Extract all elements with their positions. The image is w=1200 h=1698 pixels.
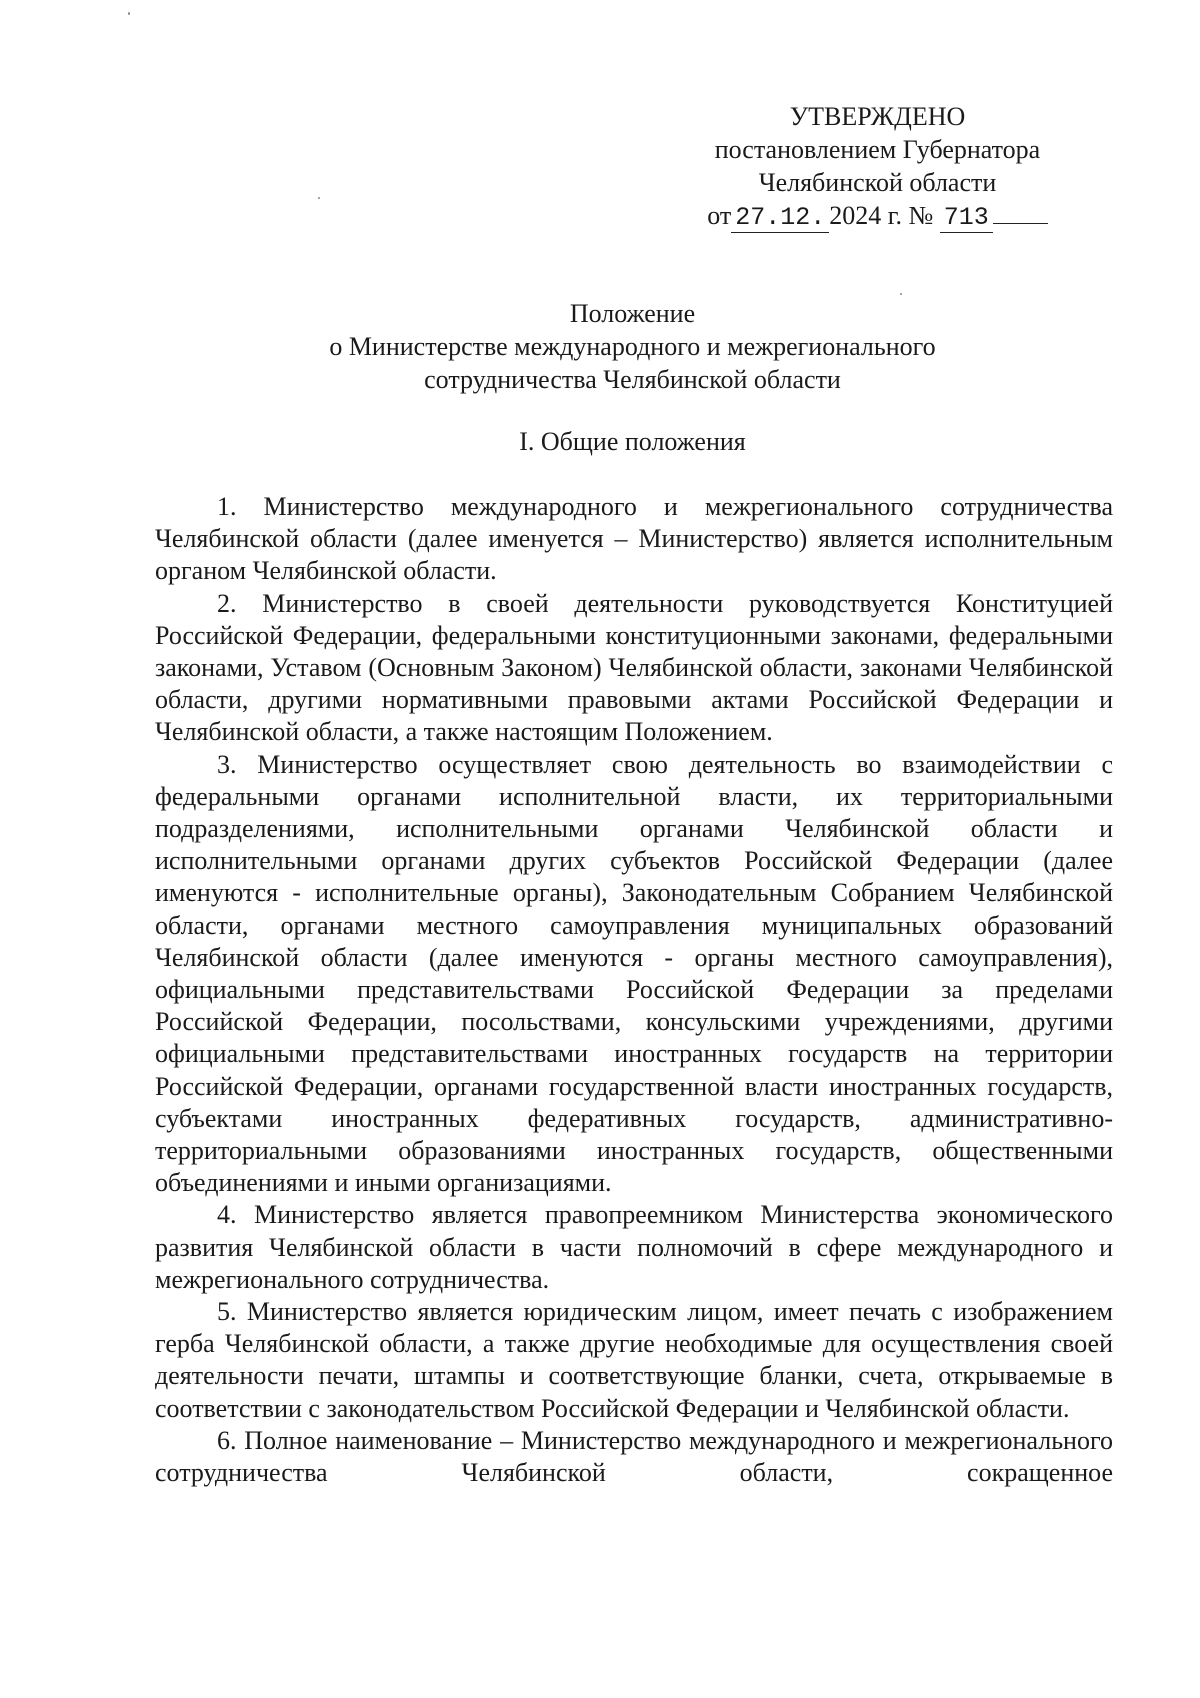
approval-region: Челябинской области: [758, 168, 997, 197]
scan-speck: [900, 293, 902, 295]
title-line-1: Положение: [569, 299, 696, 328]
title-line-2: о Министерстве международного и межрегионального: [329, 332, 936, 361]
paragraph-2: 2. Министерство в своей деятельности руководствуется Конституцией Российской Федерации, федеральными конституционными законами, федеральными законами, Уставом (Основным Законом) Челябинской области, законами Челябинской области, другими нормативными правовыми актами Российской Федерации и Челябинской области, а также настоящим Положением.: [155, 588, 1113, 747]
approval-stamp-block: [640, 100, 1115, 234]
paragraph-1: 1. Министерство международного и межрегионального сотрудничества Челябинской области (далее именуется – Министерство) является исполнительным органом Челябинской области.: [155, 492, 1113, 586]
document-title: [150, 297, 1115, 396]
paragraph-4: 4. Министерство является правопреемником Министерства экономического развития Челябинской области в части полномочий в сфере международного и межрегионального сотрудничества.: [155, 1200, 1113, 1294]
paragraph-5: 5. Министерство является юридическим лицом, имеет печать с изображением герба Челябинской области, а также другие необходимые для осуществления своей деятельности печати, штампы и соответствующие бланки, счета, открываемые в соответствии с законодательством Российской Федерации и Челябинской области.: [155, 1297, 1113, 1423]
approval-issuer: постановлением Губернатора: [714, 135, 1041, 164]
scan-speck: [318, 197, 320, 199]
title-line-3: сотрудничества Челябинской области: [424, 365, 841, 394]
paragraph-6: 6. Полное наименование – Министерство международного и межрегионального сотрудничества Челябинской области, сокращенное: [155, 1425, 1113, 1488]
approval-heading: УТВЕРЖДЕНО: [789, 102, 966, 131]
approval-date-line: [640, 199, 1115, 234]
number-underline: [993, 223, 1048, 224]
document-body: [155, 491, 1113, 1489]
approval-year: 2024 г. №: [829, 201, 934, 230]
approval-date: 27.12.: [731, 203, 829, 233]
paragraph-3: 3. Министерство осуществляет свою деятельность во взаимодействии с федеральными органами исполнительной власти, их территориальными подразделениями, исполнительными органами Челябинской области и исполнительными органами других субъектов Российской Федерации (далее именуются - исполнительные органы), Законодательным Собранием Челябинской области, органами местного самоуправления муниципальных образований Челябинской области (далее именуются - органы местного самоуправления), официальными представительствами Российской Федерации за пределами Российской Федерации, посольствами, консульскими учреждениями, другими официальными представительствами иностранных государств на территории Российской Федерации, органами государственной власти иностранных государств, субъектами иностранных федеративных государств, административно-территориальными образованиями иностранных государств, общественными объединениями и иными организациями.: [155, 749, 1113, 1198]
scan-speck: [128, 12, 130, 15]
section-heading: I. Общие положения: [519, 427, 746, 456]
date-prefix: от: [707, 201, 732, 230]
approval-number: 713: [940, 203, 993, 233]
